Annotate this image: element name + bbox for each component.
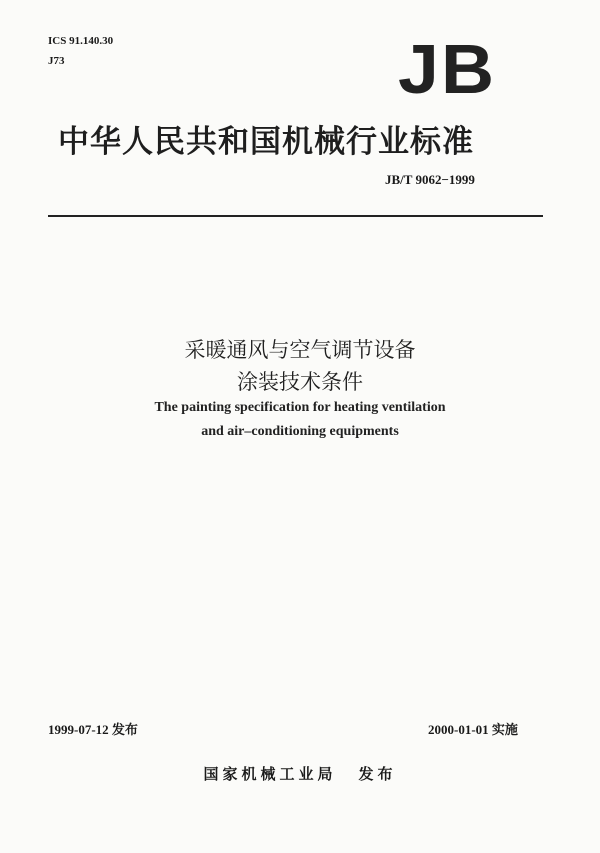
jb-logo: JB	[398, 30, 497, 108]
header-divider	[48, 215, 543, 217]
implementation-date: 2000-01-01 实施	[428, 722, 518, 737]
publisher-name: 国家机械工业局	[203, 765, 337, 783]
document-title-en-line2: and air–conditioning equipments	[201, 424, 399, 439]
ccs-code: J73	[48, 55, 65, 67]
publisher-line	[0, 763, 600, 784]
publisher-action: 发布	[358, 765, 397, 783]
ics-code: ICS 91.140.30	[48, 35, 114, 47]
document-title-cn-line1: 采暖通风与空气调节设备	[184, 338, 416, 362]
standard-category-title: 中华人民共和国机械行业标准	[58, 124, 474, 160]
standard-number: JB/T 9062−1999	[385, 172, 475, 187]
document-title-en-line1: The painting specification for heating ventilation	[154, 400, 446, 415]
document-title-cn-line2: 涂装技术条件	[237, 370, 363, 394]
issue-date: 1999-07-12 发布	[48, 722, 138, 737]
